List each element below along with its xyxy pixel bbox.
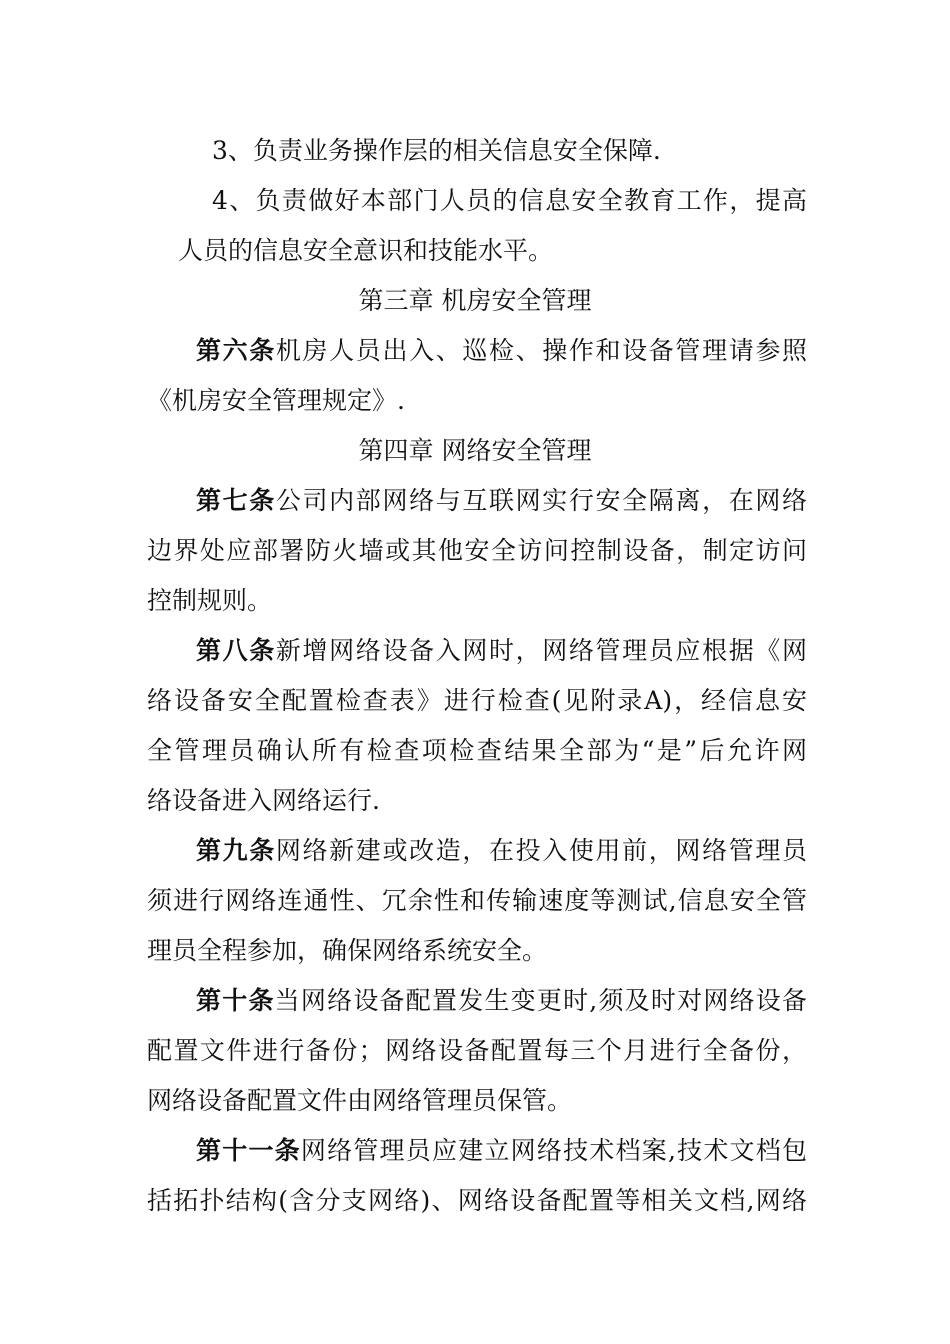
article-11-text-1: 网络管理员应建立网络技术档案,技术文档包 <box>300 1136 807 1165</box>
article-9-line-1 <box>196 831 807 871</box>
article-7-text-1: 公司内部网络与互联网实行安全隔离，在网络 <box>275 486 807 515</box>
article-8-line-3: 全管理员确认所有检查项检查结果全部为“是”后允许网 <box>147 736 807 765</box>
list-item-4-line-2: 人员的信息安全意识和技能水平。 <box>178 236 554 265</box>
article-8-line-4: 络设备进入网络运行. <box>147 786 380 815</box>
article-11-line-2: 括拓扑结构(含分支网络)、网络设备配置等相关文档,网络 <box>147 1186 807 1215</box>
article-9-text-1: 网络新建或改造，在投入使用前，网络管理员 <box>275 836 807 865</box>
article-8-label: 第八条 <box>196 636 276 665</box>
article-10-line-1 <box>196 981 807 1021</box>
article-8-line-2: 络设备安全配置检查表》进行检查(见附录A)，经信息安 <box>147 686 807 715</box>
article-9-line-3: 理员全程参加，确保网络系统安全。 <box>147 936 548 965</box>
article-10-line-2: 配置文件进行备份；网络设备配置每三个月进行全备份， <box>147 1036 807 1065</box>
article-6-label: 第六条 <box>196 336 276 365</box>
article-10-line-3: 网络设备配置文件由网络管理员保管。 <box>147 1086 573 1115</box>
article-9-line-2: 须进行网络连通性、冗余性和传输速度等测试,信息安全管 <box>147 886 807 915</box>
article-7-label: 第七条 <box>196 486 276 515</box>
article-11-line-1 <box>196 1131 807 1171</box>
article-7-line-3: 控制规则。 <box>147 586 273 615</box>
article-6-text-1: 机房人员出入、巡检、操作和设备管理请参照 <box>275 336 807 365</box>
article-7-line-1 <box>196 481 807 521</box>
chapter-3-heading: 第三章 机房安全管理 <box>358 286 592 315</box>
article-7-line-2: 边界处应部署防火墙或其他安全访问控制设备，制定访问 <box>147 536 807 565</box>
article-11-label: 第十一条 <box>196 1136 301 1165</box>
chapter-4-heading: 第四章 网络安全管理 <box>358 436 592 465</box>
list-item-4-line-1: 4、负责做好本部门人员的信息安全教育工作，提高 <box>212 186 807 215</box>
article-6-line-2: 《机房安全管理规定》. <box>147 386 405 415</box>
list-item-3: 3、负责业务操作层的相关信息安全保障. <box>212 136 661 165</box>
article-6-line-1 <box>196 331 807 371</box>
article-8-line-1 <box>196 631 807 671</box>
article-9-label: 第九条 <box>196 836 276 865</box>
article-10-text-1: 当网络设备配置发生变更时,须及时对网络设备 <box>274 986 807 1015</box>
article-10-label: 第十条 <box>196 986 275 1015</box>
article-8-text-1: 新增网络设备入网时，网络管理员应根据《网 <box>275 636 807 665</box>
